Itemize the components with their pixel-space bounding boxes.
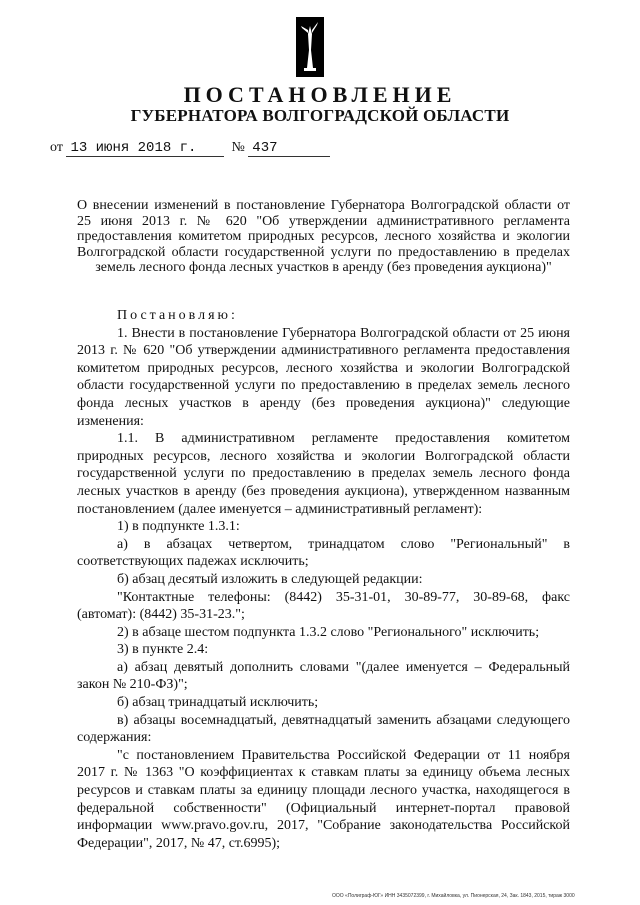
paragraph: 3) в пункте 2.4: xyxy=(117,642,209,658)
decree-word: Постановляю: xyxy=(117,308,238,323)
decree-body xyxy=(77,307,570,852)
paragraph: в) абзацы восемнадцатый, девятнадцатый заменить абзацами следующего содержания: xyxy=(77,712,570,746)
paragraph: "с постановлением Правительства Российской Федерации от 11 ноября 2017 г. № 1363 "О коэффициентах к ставкам платы за единицу объема лесных ресурсов и ставкам платы за единицу площади лесного участка, находящегося в федеральной собственности" (Официальный интернет-портал правовой информации www.pravo.gov.ru, 2017, "Собрание законодательства Российской Федерации", 2017, № 47, ст.6995); xyxy=(77,747,570,851)
paragraph: б) абзац десятый изложить в следующей редакции: xyxy=(117,571,423,587)
paragraph: 2) в абзаце шестом подпункта 1.3.2 слово "Регионального" исключить; xyxy=(117,624,540,640)
paragraph: 1. Внести в постановление Губернатора Волгоградской области от 25 июня 2013 г. № 620 "Об утверждении административного регламента предоставления комитетом природных ресурсов, лесного хозяйства и экологии Волгоградской области государственной услуги по предоставлению в пределах земель лесного фонда лесных участков в аренду (без проведения аукциона)" следующие изменения: xyxy=(77,325,570,429)
number-label: № xyxy=(231,140,245,155)
document-title: ПОСТАНОВЛЕНИЕ xyxy=(183,82,457,107)
document-subtitle: ГУБЕРНАТОРА ВОЛГОГРАДСКОЙ ОБЛАСТИ xyxy=(130,106,510,125)
date-number-line xyxy=(50,140,330,157)
paragraph: а) в абзацах четвертом, тринадцатом слово "Региональный" в соответствующих падежах исключить; xyxy=(77,536,570,570)
paragraph: б) абзац тринадцатый исключить; xyxy=(117,695,319,711)
decree-date: 13 июня 2018 г. xyxy=(66,140,224,157)
date-from-label: от xyxy=(50,140,63,155)
decree-subject: О внесении изменений в постановление Губернатора Волгоградской области от 25 июня 2013 г. № 620 "Об утверждении административного регламента предоставления комитетом природных ресурсов, лесного хозяйства и экологии Волгоградской области государственной услуги по предоставлению в пределах земель лесного фонда лесных участков в аренду (без проведения аукциона)" xyxy=(77,198,570,276)
paragraph: 1.1. В административном регламенте предоставления комитетом природных ресурсов, лесного хозяйства и экологии Волгоградской области государственной услуги по предоставлению в пределах земель лесного фонда лесных участков в аренду (без проведения аукциона), утвержденном названным постановлением (далее именуется – административный регламент): xyxy=(77,431,570,517)
paragraph: "Контактные телефоны: (8442) 35-31-01, 30-89-77, 30-89-68, факс (автомат): (8442) 35-31-23."; xyxy=(77,589,570,623)
decree-number: 437 xyxy=(248,140,330,157)
paragraph: 1) в подпункте 1.3.1: xyxy=(117,519,240,535)
paragraph: а) абзац девятый дополнить словами "(далее именуется – Федеральный закон № 210-ФЗ)"; xyxy=(77,659,570,693)
printer-imprint: ООО «Полиграф-ЮГ» ИНН 3435072399, г. Михайловка, ул. Пионерская, 24, Зак. 1843, 2015, тираж 3000 xyxy=(332,893,575,899)
volgograd-emblem-icon xyxy=(295,16,325,78)
